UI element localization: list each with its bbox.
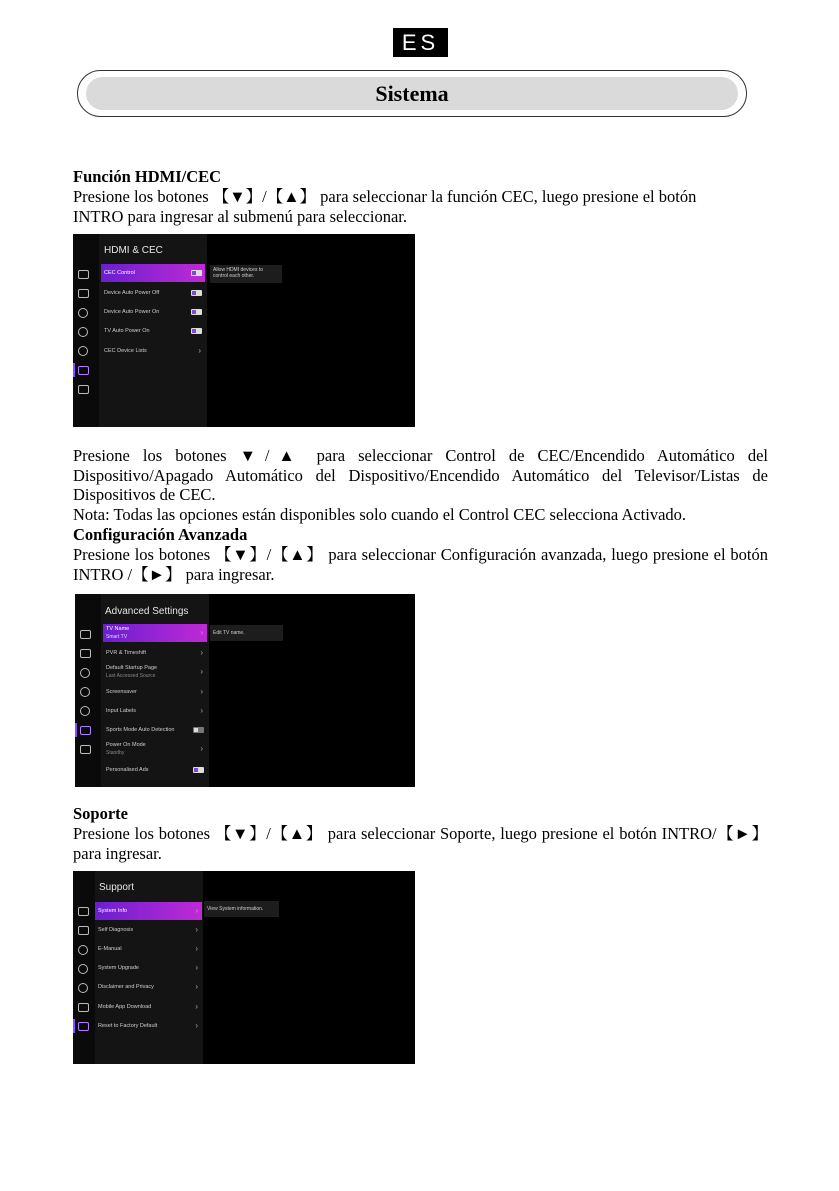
menu-item-value: Smart TV <box>106 634 128 640</box>
section-banner <box>77 70 747 117</box>
hdmi-after-text: Presione los botones ▼/▲ para seleccionar Control de CEC/Encendido Automático del Dispositivo/Apagado Automático del Dispositivo/Encendido Automático del Televisor/Listas de Dispositivos de CEC. <box>73 446 768 504</box>
menu-panel <box>99 234 207 427</box>
hdmi-heading: Función HDMI/CEC <box>73 167 222 186</box>
menu-title: Support <box>99 882 135 893</box>
chevron-right-icon: › <box>200 648 203 657</box>
menu-item-default-startup-page[interactable] <box>103 663 207 681</box>
menu-item-label: Device Auto Power On <box>104 309 160 315</box>
chevron-right-icon: › <box>195 906 198 915</box>
settings-sidebar <box>75 594 101 787</box>
chevron-right-icon: › <box>195 963 198 972</box>
chevron-right-icon: › <box>200 628 203 637</box>
chevron-right-icon: › <box>200 744 203 753</box>
menu-item-label: System Upgrade <box>98 965 139 971</box>
accessibility-icon <box>78 964 88 974</box>
system-icon <box>78 366 89 375</box>
sound-icon <box>78 926 89 935</box>
support-icon <box>78 385 89 394</box>
system-icon <box>78 1003 89 1012</box>
menu-item-personalised-ads[interactable] <box>103 761 207 779</box>
menu-item-value: Last Accessed Source <box>106 673 156 679</box>
menu-item-tv-name[interactable] <box>103 624 207 642</box>
menu-item-label: Power On Mode <box>106 742 146 748</box>
chevron-right-icon: › <box>195 1002 198 1011</box>
menu-item-cec-control[interactable] <box>101 264 205 282</box>
sound-icon <box>80 649 91 658</box>
network-icon <box>78 945 88 955</box>
menu-item-power-on-mode[interactable] <box>103 740 207 758</box>
menu-item-disclaimer-and-privacy[interactable] <box>95 978 202 996</box>
menu-item-system-info[interactable] <box>95 902 202 920</box>
hdmi-intro-line1: Presione los botones 【▼】/【▲】 para seleccionar la función CEC, luego presione el botón <box>73 187 697 206</box>
menu-item-reset-to-factory-default[interactable] <box>95 1017 202 1035</box>
support-screenshot <box>73 871 415 1064</box>
menu-item-device-auto-power-on[interactable] <box>101 303 205 321</box>
menu-item-label: Sports Mode Auto Detection <box>106 727 175 733</box>
hdmi-cec-screenshot <box>73 234 415 427</box>
chevron-right-icon: › <box>200 706 203 715</box>
sound-icon <box>78 289 89 298</box>
menu-item-label: CEC Device Lists <box>104 348 147 354</box>
toggle-switch[interactable] <box>191 290 202 296</box>
hdmi-intro-line2: INTRO para ingresar al submenú para seleccionar. <box>73 207 407 226</box>
menu-item-self-diagnosis[interactable] <box>95 921 202 939</box>
toggle-switch[interactable] <box>191 309 202 315</box>
support-intro: Presione los botones 【▼】/【▲】 para seleccionar Soporte, luego presione el botón INTRO/【►】para ingresar. <box>73 824 768 863</box>
menu-item-label: TV Auto Power On <box>104 328 150 334</box>
menu-item-label: Reset to Factory Default <box>98 1023 158 1029</box>
menu-item-label: Device Auto Power Off <box>104 290 160 296</box>
chevron-right-icon: › <box>195 1021 198 1030</box>
menu-item-pvr-timeshift[interactable] <box>103 644 207 662</box>
menu-item-sports-mode-auto-detection[interactable] <box>103 721 207 739</box>
bluetooth-icon <box>78 346 88 356</box>
support-heading: Soporte <box>73 804 128 823</box>
advanced-settings-screenshot <box>75 594 415 787</box>
menu-item-label: Self Diagnosis <box>98 927 134 933</box>
menu-item-system-upgrade[interactable] <box>95 959 202 977</box>
advanced-heading: Configuración Avanzada <box>73 525 248 544</box>
help-text: Allow HDMI devices to control each other. <box>210 265 282 283</box>
menu-panel <box>101 594 209 787</box>
menu-item-label: Screensaver <box>106 689 137 695</box>
help-text: View System information. <box>204 901 279 917</box>
menu-item-device-auto-power-off[interactable] <box>101 284 205 302</box>
chevron-right-icon: › <box>200 667 203 676</box>
accessibility-icon <box>80 687 90 697</box>
active-indicator <box>75 723 77 737</box>
support-icon <box>80 745 91 754</box>
menu-item-label: Personalised Ads <box>106 767 149 773</box>
system-icon <box>80 726 91 735</box>
menu-title: Advanced Settings <box>105 606 189 617</box>
menu-item-cec-device-lists[interactable] <box>101 342 205 360</box>
toggle-switch[interactable] <box>193 727 204 733</box>
picture-icon <box>78 907 89 916</box>
accessibility-icon <box>78 327 88 337</box>
chevron-right-icon: › <box>198 346 201 355</box>
menu-item-value: Standby <box>106 750 125 756</box>
picture-icon <box>80 630 91 639</box>
chevron-right-icon: › <box>195 944 198 953</box>
section-title: Sistema <box>86 77 738 110</box>
menu-item-screensaver[interactable] <box>103 683 207 701</box>
bluetooth-icon <box>78 983 88 993</box>
toggle-switch[interactable] <box>191 328 202 334</box>
chevron-right-icon: › <box>195 925 198 934</box>
menu-title: HDMI & CEC <box>104 245 163 256</box>
language-badge: ES <box>393 28 448 57</box>
menu-item-label: System Info <box>98 908 128 914</box>
menu-item-label: PVR & Timeshift <box>106 650 147 656</box>
menu-item-label: CEC Control <box>104 270 135 276</box>
network-icon <box>78 308 88 318</box>
menu-item-e-manual[interactable] <box>95 940 202 958</box>
menu-item-input-labels[interactable] <box>103 702 207 720</box>
hdmi-note: Nota: Todas las opciones están disponibles solo cuando el Control CEC selecciona Activado. <box>73 505 687 524</box>
active-indicator <box>73 1019 75 1033</box>
menu-item-mobile-app-download[interactable] <box>95 998 202 1016</box>
menu-item-label: E-Manual <box>98 946 122 952</box>
menu-item-label: Mobile App Download <box>98 1004 152 1010</box>
active-indicator <box>73 363 75 377</box>
network-icon <box>80 668 90 678</box>
menu-item-label: Disclaimer and Privacy <box>98 984 154 990</box>
picture-icon <box>78 270 89 279</box>
menu-item-tv-auto-power-on[interactable] <box>101 322 205 340</box>
bluetooth-icon <box>80 706 90 716</box>
support-icon <box>78 1022 89 1031</box>
toggle-switch[interactable] <box>191 270 202 276</box>
help-text: Edit TV name. <box>210 625 283 641</box>
advanced-intro: Presione los botones 【▼】/【▲】 para seleccionar Configuración avanzada, luego presione el botón INTRO /【►】 para ingresar. <box>73 545 768 584</box>
toggle-switch[interactable] <box>193 767 204 773</box>
settings-sidebar <box>73 234 99 427</box>
chevron-right-icon: › <box>200 687 203 696</box>
menu-item-label: Input Labels <box>106 708 136 714</box>
chevron-right-icon: › <box>195 982 198 991</box>
menu-item-label: Default Startup Page <box>106 665 158 671</box>
menu-panel <box>95 871 203 1064</box>
menu-item-label: TV Name <box>106 626 130 632</box>
